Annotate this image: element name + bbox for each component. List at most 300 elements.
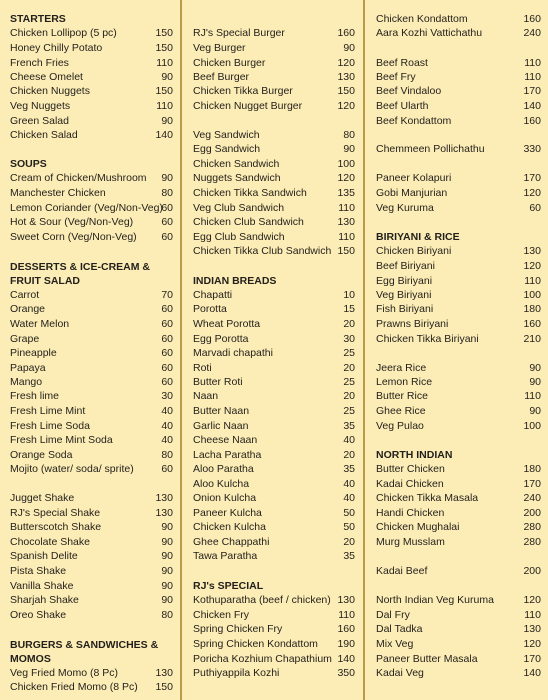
menu-item-price: 120 [523,638,541,650]
menu-item-name: Nuggets Sandwich [193,172,281,184]
menu-item-price: 60 [161,376,173,388]
menu-item-price: 60 [161,362,173,374]
menu-item-price: 150 [155,85,173,97]
menu-item-price: 130 [155,507,173,519]
menu-item [0,535,180,550]
menu-item-price: 35 [343,550,355,562]
menu-item [183,666,362,681]
menu-item [0,579,180,594]
menu-item [0,433,180,448]
menu-item [366,535,548,550]
menu-item-name: Ghee Rice [376,405,426,417]
menu-item [366,622,548,637]
menu-item-price: 90 [529,376,541,388]
section-heading [376,230,542,244]
menu-item-price: 20 [343,318,355,330]
menu-item-name: Puthiyappila Kozhi [193,667,280,679]
menu-item-name: Chicken Tikka Club Sandwich [193,245,332,257]
menu-item-name: Chicken Salad [10,129,78,141]
menu-item-name: Lemon Coriander (Veg/Non-Veg) [10,202,163,214]
menu-item-name: Beef Biriyani [376,260,435,272]
menu-item-price: 120 [337,172,355,184]
menu-item-name: Chemmeen Pollichathu [376,143,485,155]
menu-item-name: Paneer Kulcha [193,507,262,519]
menu-item-name: Fresh Lime Mint [10,405,86,417]
menu-item-price: 150 [155,27,173,39]
menu-item-price: 170 [523,478,541,490]
menu-item [366,114,548,129]
menu-item-price: 190 [337,638,355,650]
menu-item-price: 130 [155,492,173,504]
menu-item-price: 120 [523,260,541,272]
menu-item-price: 140 [523,100,541,112]
menu-item [183,652,362,667]
menu-item-name: Chicken Fried Momo (8 Pc) [10,681,138,693]
menu-item-name: Dal Tadka [376,623,423,635]
menu-item-price: 25 [343,347,355,359]
menu-item [183,186,362,201]
menu-item [183,375,362,390]
menu-item-name: Jugget Shake [10,492,75,504]
menu-item-name: French Fries [10,57,69,69]
menu-item-price: 30 [161,390,173,402]
menu-item-name: Chocolate Shake [10,536,90,548]
menu-item [0,346,180,361]
menu-item [183,26,362,41]
menu-item [0,506,180,521]
menu-item [0,288,180,303]
menu-item [366,404,548,419]
menu-item-name: Veg Kuruma [376,202,434,214]
menu-item [366,361,548,376]
menu-item [0,215,180,230]
menu-item [366,375,548,390]
menu-item [0,186,180,201]
section-heading [193,579,356,593]
menu-item-name: RJ's Special Burger [193,27,285,39]
menu-item-name: Chicken Burger [193,57,266,69]
menu-item [366,637,548,652]
menu-item-name: Butter Roti [193,376,243,388]
menu-item-name: Fish Biriyani [376,303,434,315]
menu-item [0,491,180,506]
menu-item-price: 90 [161,115,173,127]
menu-item-price: 160 [523,318,541,330]
menu-item [183,56,362,71]
menu-item [0,317,180,332]
menu-item [366,608,548,623]
menu-item [0,128,180,143]
menu-item-name: Fresh Lime Mint Soda [10,434,113,446]
menu-item [366,520,548,535]
menu-item-price: 15 [343,303,355,315]
menu-item [183,84,362,99]
menu-item [0,564,180,579]
menu-item-name: Veg Biriyani [376,289,432,301]
menu-item-name: Chicken Kondattom [376,13,468,25]
menu-item-name: Egg Porotta [193,333,249,345]
menu-item [183,520,362,535]
menu-item [183,332,362,347]
menu-item-price: 240 [523,27,541,39]
menu-item-name: Chicken Lollipop (5 pc) [10,27,117,39]
menu-item [183,288,362,303]
menu-item-name: Veg Burger [193,42,246,54]
menu-item-price: 110 [524,390,541,402]
menu-item [0,389,180,404]
menu-item-price: 130 [337,216,355,228]
menu-item-price: 200 [523,565,541,577]
menu-item [183,41,362,56]
menu-item-name: Chicken Nugget Burger [193,100,303,112]
menu-item-name: Beef Vindaloo [376,85,442,97]
menu-item [183,637,362,652]
menu-item-price: 90 [161,594,173,606]
menu-item [0,593,180,608]
section-heading-line: RJ's SPECIAL [193,580,264,592]
menu-item-name: Chicken Kulcha [193,521,266,533]
menu-item-price: 110 [524,275,541,287]
menu-item-name: Egg Biriyani [376,275,433,287]
column-divider [180,0,182,700]
section-heading [10,260,174,288]
menu-item-price: 90 [343,143,355,155]
menu-item [183,215,362,230]
menu-item-price: 25 [343,405,355,417]
menu-item [183,244,362,259]
menu-item [183,230,362,245]
menu-item-name: Mojito (water/ soda/ sprite) [10,463,134,475]
menu-item-price: 110 [338,202,355,214]
section-heading [193,274,356,288]
section-heading-line: DESSERTS & ICE-CREAM & [10,261,151,273]
menu-item-price: 90 [529,362,541,374]
menu-item-name: Beef Ularth [376,100,429,112]
menu-item-name: Poricha Kozhium Chapathium [193,653,332,665]
menu-item-name: Spring Chicken Fry [193,623,283,635]
menu-item-price: 20 [343,536,355,548]
menu-item-price: 110 [524,609,541,621]
menu-item-price: 210 [523,333,541,345]
menu-item-price: 40 [343,492,355,504]
menu-item-price: 135 [337,187,355,199]
menu-item-price: 330 [523,143,541,155]
menu-item [0,608,180,623]
menu-item-name: Chicken Sandwich [193,158,280,170]
section-heading [376,448,542,462]
menu-item-name: Aloo Kulcha [193,478,250,490]
menu-item-name: Green Salad [10,115,69,127]
menu-item-name: Orange Soda [10,449,73,461]
menu-item-price: 20 [343,449,355,461]
menu-item-name: Fresh Lime Soda [10,420,90,432]
menu-item-price: 40 [161,434,173,446]
menu-item-price: 160 [523,115,541,127]
menu-item [0,361,180,376]
menu-item-name: Ghee Chappathi [193,536,270,548]
menu-item-name: Marvadi chapathi [193,347,273,359]
menu-item-price: 130 [155,667,173,679]
menu-item-price: 130 [337,71,355,83]
section-heading [10,12,174,26]
menu-item [366,84,548,99]
menu-item-price: 80 [161,609,173,621]
menu-item [0,230,180,245]
menu-item [366,666,548,681]
menu-item [366,317,548,332]
menu-item [0,26,180,41]
menu-item [183,608,362,623]
menu-item-name: Veg Nuggets [10,100,71,112]
menu-item-name: Beef Kondattom [376,115,452,127]
menu-item-price: 80 [343,129,355,141]
menu-item [366,26,548,41]
menu-item-price: 110 [524,57,541,69]
menu-item [366,477,548,492]
menu-item [366,564,548,579]
menu-item [183,201,362,216]
menu-item [0,56,180,71]
section-heading-line: SOUPS [10,158,47,170]
menu-item-price: 150 [337,245,355,257]
menu-item-name: Pineapple [10,347,57,359]
menu-item-price: 60 [161,202,173,214]
menu-item-name: Jeera Rice [376,362,427,374]
menu-item [183,549,362,564]
menu-item [0,549,180,564]
menu-item-price: 10 [343,289,355,301]
menu-item-name: Kothuparatha (beef / chicken) [193,594,331,606]
menu-item-price: 70 [161,289,173,301]
menu-item-name: Papaya [10,362,46,374]
menu-item [183,346,362,361]
menu-item-name: Lemon Rice [376,376,433,388]
menu-item-price: 60 [161,347,173,359]
menu-item-name: Aloo Paratha [193,463,254,475]
menu-item [0,666,180,681]
menu-item-name: Grape [10,333,40,345]
menu-item-price: 170 [523,653,541,665]
menu-item [366,259,548,274]
menu-item [0,404,180,419]
menu-item-price: 80 [161,187,173,199]
menu-item [366,288,548,303]
menu-item-price: 170 [523,85,541,97]
menu-item-name: Paneer Kolapuri [376,172,452,184]
menu-item [0,84,180,99]
menu-item-name: Murg Musslam [376,536,445,548]
menu-item-name: North Indian Veg Kuruma [376,594,494,606]
menu-item [366,652,548,667]
menu-item [366,389,548,404]
menu-item [183,535,362,550]
menu-item [0,41,180,56]
menu-item-price: 150 [155,42,173,54]
menu-item-name: Egg Sandwich [193,143,261,155]
menu-item [183,622,362,637]
menu-item-name: Butterscotch Shake [10,521,102,533]
menu-item [0,520,180,535]
column-divider [363,0,365,700]
section-heading-line: NORTH INDIAN [376,449,453,461]
menu-item [183,477,362,492]
menu-item-name: Veg Fried Momo (8 Pc) [10,667,118,679]
menu-item-name: Naan [193,390,219,402]
menu-item-price: 200 [523,507,541,519]
menu-item-name: Handi Chicken [376,507,445,519]
menu-item-price: 60 [161,333,173,345]
menu-item [183,361,362,376]
section-heading-line: INDIAN BREADS [193,275,277,287]
menu-item-name: Cheese Naan [193,434,258,446]
menu-item [0,70,180,85]
menu-item [0,680,180,695]
menu-item-price: 80 [161,449,173,461]
menu-item-price: 90 [161,521,173,533]
menu-item [183,491,362,506]
section-heading-line: BURGERS & SANDWICHES & [10,639,159,651]
menu-item [366,419,548,434]
menu-item [366,186,548,201]
menu-item [366,462,548,477]
menu-item-price: 140 [523,667,541,679]
menu-item [0,201,180,216]
menu-item [183,317,362,332]
menu-item [183,142,362,157]
menu-item-name: Water Melon [10,318,70,330]
menu-item [366,593,548,608]
menu-item-price: 120 [523,187,541,199]
menu-item-name: Tawa Paratha [193,550,258,562]
menu-item-name: Gobi Manjurian [376,187,448,199]
menu-item-price: 35 [343,420,355,432]
menu-item-name: Kadai Beef [376,565,428,577]
menu-item [366,56,548,71]
menu-item-price: 350 [337,667,355,679]
menu-item-price: 120 [337,100,355,112]
menu-item-name: Chicken Mughalai [376,521,460,533]
menu-item-price: 110 [338,609,355,621]
menu-item-name: Veg Club Sandwich [193,202,285,214]
menu-item [0,171,180,186]
menu-item-price: 40 [343,434,355,446]
menu-item [366,332,548,347]
menu-item [366,302,548,317]
menu-item-price: 160 [337,623,355,635]
menu-item-name: Onion Kulcha [193,492,257,504]
menu-item-name: Kadai Chicken [376,478,444,490]
menu-item [183,99,362,114]
menu-item-name: Butter Rice [376,390,428,402]
menu-item-name: Sweet Corn (Veg/Non-Veg) [10,231,137,243]
menu-item-name: Mix Veg [376,638,414,650]
menu-item-name: Wheat Porotta [193,318,261,330]
menu-item-price: 90 [161,565,173,577]
menu-item-price: 40 [161,420,173,432]
menu-item-price: 100 [523,420,541,432]
menu-item-name: Chicken Tikka Biriyani [376,333,479,345]
menu-item [183,593,362,608]
menu-item [0,419,180,434]
menu-item [366,12,548,27]
menu-item-name: Beef Burger [193,71,250,83]
menu-item-price: 90 [529,405,541,417]
menu-item [183,433,362,448]
menu-item-price: 100 [523,289,541,301]
section-heading-line: STARTERS [10,13,66,25]
menu-item-name: Chapatti [193,289,233,301]
menu-item-name: Chicken Biriyani [376,245,452,257]
menu-item-price: 120 [337,57,355,69]
menu-item [366,491,548,506]
menu-item-price: 180 [523,303,541,315]
menu-item [183,302,362,317]
menu-item [0,332,180,347]
menu-item-name: Honey Chilly Potato [10,42,103,54]
menu-item-price: 90 [343,42,355,54]
menu-item-price: 35 [343,463,355,475]
section-heading-line: MOMOS [10,653,51,665]
menu-item-name: Butter Chicken [376,463,445,475]
section-heading-line: FRUIT SALAD [10,275,80,287]
menu-item [366,201,548,216]
menu-item-name: Chicken Tikka Masala [376,492,479,504]
menu-item-name: Manchester Chicken [10,187,106,199]
menu-item-price: 90 [161,550,173,562]
menu-item [183,171,362,186]
menu-item-name: Spanish Delite [10,550,78,562]
menu-item-price: 90 [161,536,173,548]
menu-item-name: Fresh lime [10,390,60,402]
menu-item-price: 130 [337,594,355,606]
menu-item-name: Butter Naan [193,405,250,417]
menu-item-name: Mango [10,376,43,388]
menu-item-price: 280 [523,521,541,533]
menu-item-name: Veg Sandwich [193,129,260,141]
menu-item-price: 140 [337,653,355,665]
menu-item [366,506,548,521]
menu-item-name: Carrot [10,289,40,301]
menu-item-name: Dal Fry [376,609,410,621]
menu-item [0,302,180,317]
menu-item-price: 20 [343,362,355,374]
menu-item [366,171,548,186]
menu-item-name: Aara Kozhi Vattichathu [376,27,483,39]
menu-item-name: Oreo Shake [10,609,67,621]
menu-item-price: 280 [523,536,541,548]
menu-item-price: 90 [161,172,173,184]
menu-item-price: 180 [523,463,541,475]
menu-item-name: Orange [10,303,46,315]
menu-item [366,99,548,114]
menu-item-name: Chicken Tikka Burger [193,85,293,97]
menu-item-price: 170 [523,172,541,184]
menu-item-price: 160 [523,13,541,25]
menu-item [183,389,362,404]
menu-item-price: 100 [337,158,355,170]
menu-item-price: 60 [161,463,173,475]
section-heading-line: BIRIYANI & RICE [376,231,460,243]
menu-item-name: Paneer Butter Masala [376,653,478,665]
menu-item [0,114,180,129]
menu-item-price: 20 [343,390,355,402]
menu-item-name: Garlic Naan [193,420,249,432]
menu-item-price: 90 [161,71,173,83]
menu-item-price: 110 [156,57,173,69]
menu-item-price: 60 [161,318,173,330]
menu-item-name: Beef Fry [376,71,416,83]
menu-item-price: 150 [155,681,173,693]
